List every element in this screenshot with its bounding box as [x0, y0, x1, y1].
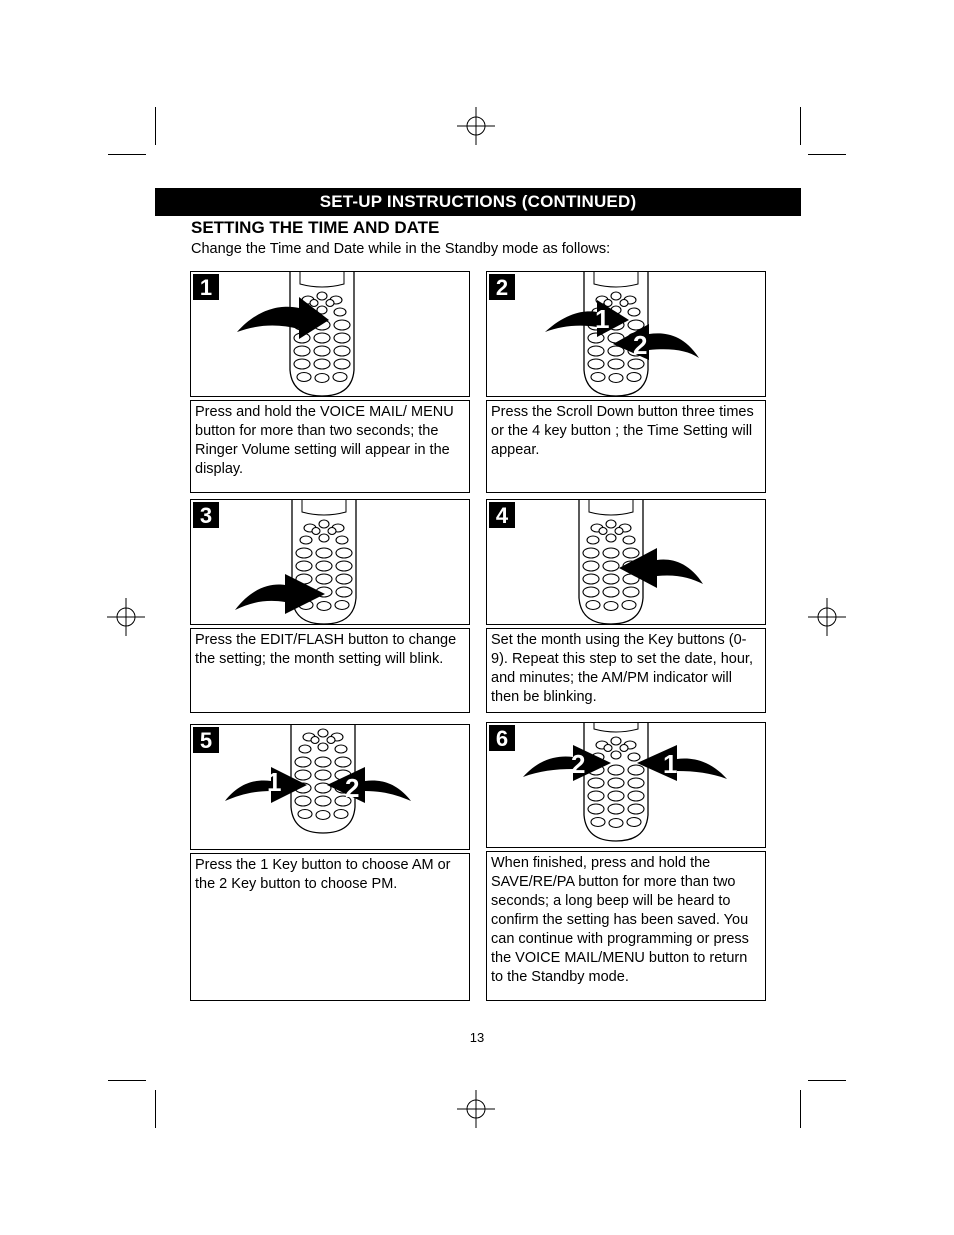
step-5-illustration: [190, 724, 470, 850]
step-6-text: When finished, press and hold the SAVE/RE/PA button for more than two seconds; a long beep will be heard to confirm the setting has been saved. You can continue with programming or press the VOICE MAIL/MENU button to return to the Standby mode.: [486, 851, 766, 1001]
crop-mark: [808, 154, 846, 155]
step-4-illustration: [486, 499, 766, 625]
registration-mark: [457, 1090, 495, 1128]
step-number: 4: [489, 502, 515, 528]
step-number: 1: [193, 274, 219, 300]
step-3-text: Press the EDIT/FLASH button to change the setting; the month setting will blink.: [190, 628, 470, 713]
registration-mark: [808, 598, 846, 636]
arrow-label: 1: [267, 767, 282, 797]
step-1-illustration: [190, 271, 470, 397]
crop-mark: [808, 1080, 846, 1081]
crop-mark: [155, 107, 156, 145]
crop-mark: [108, 154, 146, 155]
step-2-text: Press the Scroll Down button three times or the 4 key button ; the Time Setting will appear.: [486, 400, 766, 493]
crop-mark: [108, 1080, 146, 1081]
registration-mark: [107, 598, 145, 636]
step-3-illustration: [190, 499, 470, 625]
crop-mark: [800, 107, 801, 145]
arrow-label: 2: [571, 749, 586, 779]
crop-mark: [155, 1090, 156, 1128]
step-5-text: Press the 1 Key button to choose AM or the 2 Key button to choose PM.: [190, 853, 470, 1001]
crop-mark: [800, 1090, 801, 1128]
step-2-illustration: [486, 271, 766, 397]
step-number: 2: [489, 274, 515, 300]
step-1-text: Press and hold the VOICE MAIL/ MENU button for more than two seconds; the Ringer Volume setting will appear in the display.: [190, 400, 470, 493]
step-number: 6: [489, 725, 515, 751]
arrow-label: 2: [345, 773, 360, 803]
section-banner: SET-UP INSTRUCTIONS (CONTINUED): [155, 188, 801, 216]
intro-text: Change the Time and Date while in the Standby mode as follows:: [191, 241, 611, 257]
arrow-label: 1: [663, 749, 678, 779]
registration-mark: [457, 107, 495, 145]
step-4-text: Set the month using the Key buttons (0-9). Repeat this step to set the date, hour, and minutes; the AM/PM indicator will then be blinking.: [486, 628, 766, 713]
step-number: 5: [193, 727, 219, 753]
page-number: 13: [469, 1030, 485, 1045]
arrow-label: 1: [595, 304, 610, 334]
step-number: 3: [193, 502, 219, 528]
arrow-label: 2: [633, 330, 648, 360]
arrow-icon: [637, 745, 727, 781]
page-title: SETTING THE TIME AND DATE: [191, 218, 440, 237]
step-6-illustration: [486, 722, 766, 848]
